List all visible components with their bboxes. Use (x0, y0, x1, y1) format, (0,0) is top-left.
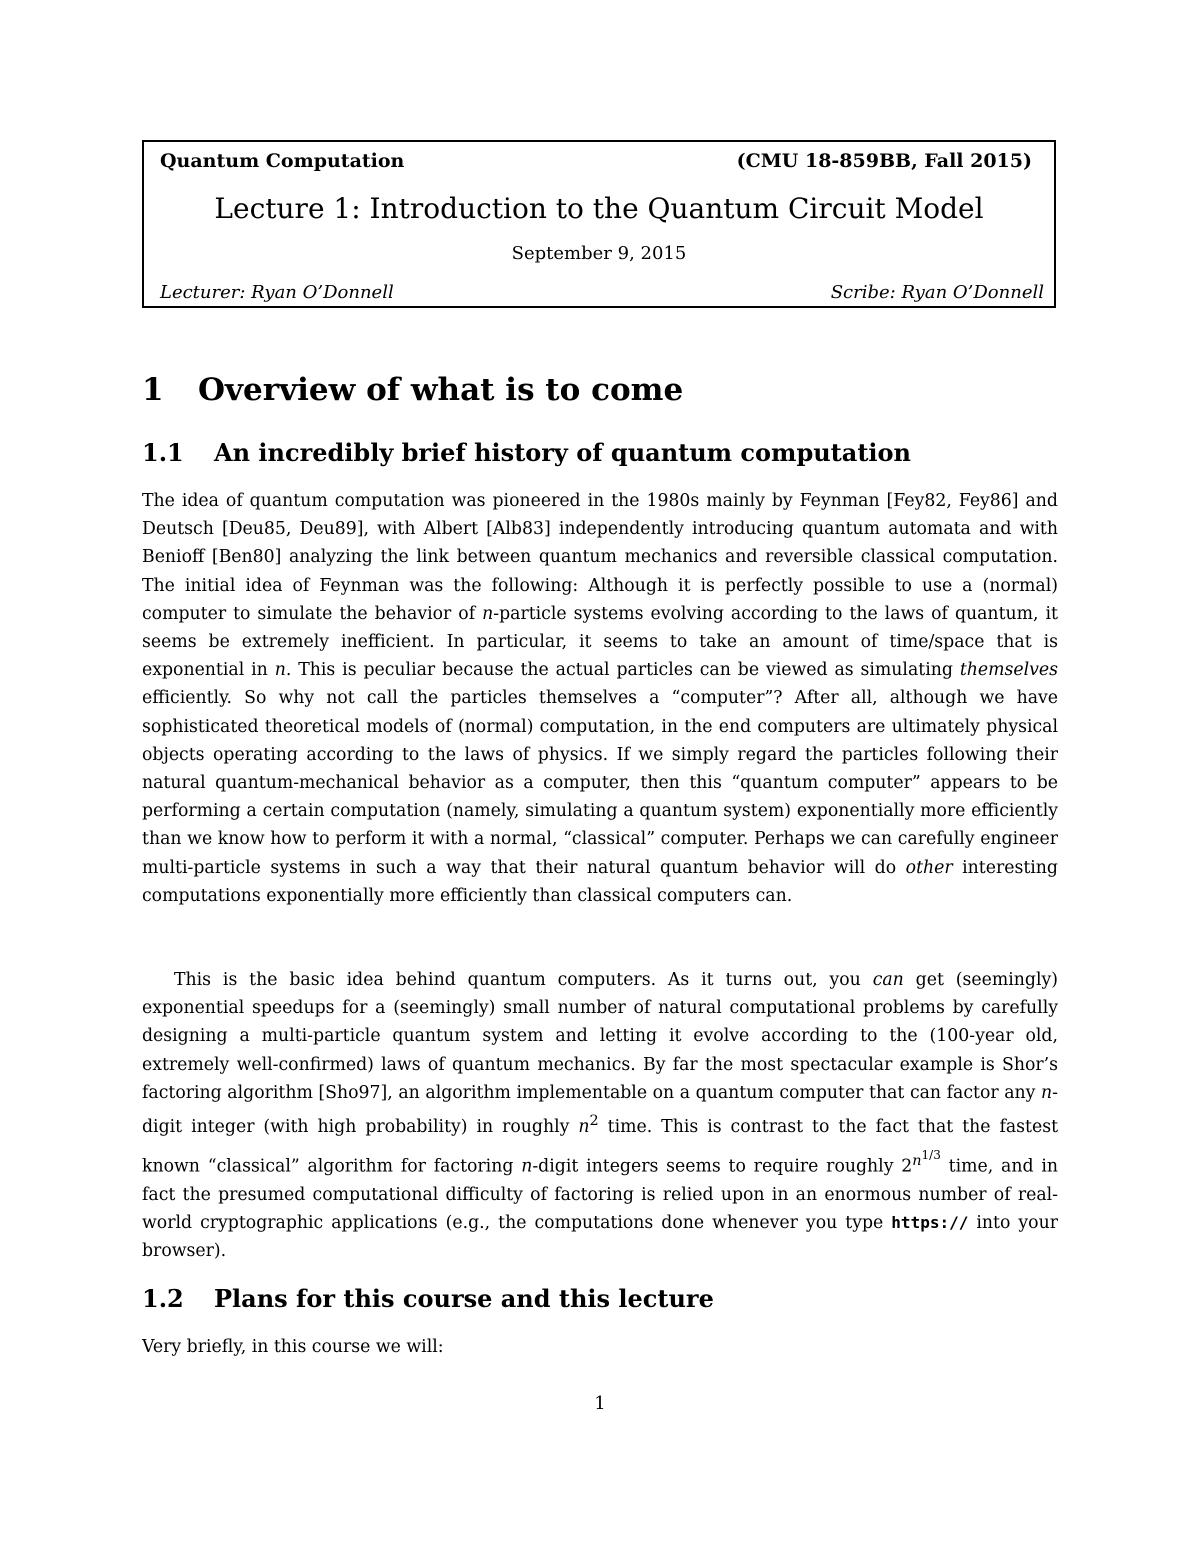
text-run: -particle systems evolving according to the laws of quantum, it seems be extremely inefficient. In particular, it seems to take an amount of time/space that is exponential in (142, 603, 1058, 681)
subsection-number: 1.1 (142, 438, 184, 467)
subsection-title: An incredibly brief history of quantum computation (214, 438, 911, 467)
text-run: get (seemingly) exponential speedups for a (seemingly) small number of natural computational problems by carefully designing a multi-particle quantum system and letting it evolve according to the (100-year old, extremely well-confirmed) laws of quantum mechanics. By far the most spectacular example is Shor’s factoring algorithm [Sho97], an algorithm implementable on a quantum computer that can factor any (142, 970, 1058, 1103)
text-run: time. This is contrast to the fact that the fastest known “classical” algorithm for factoring (142, 1116, 1059, 1177)
lecturer-line: Lecturer: Ryan O’Donnell (160, 282, 394, 303)
lecture-title: Lecture 1: Introduction to the Quantum Circuit Model (214, 192, 984, 225)
math-variable: n (578, 1116, 590, 1137)
text-run: interesting computations exponentially more efficiently than classical computers can. (142, 857, 1058, 906)
section-title: Overview of what is to come (198, 372, 684, 408)
emphasis: can (872, 970, 904, 990)
lecture-date: September 9, 2015 (511, 243, 687, 264)
math-variable: n (1041, 1082, 1053, 1103)
math-variable: n (912, 1152, 922, 1169)
text-run: efficiently. So why not call the particles themselves a “computer”? After all, although we have sophisticated theoretical models of (normal) computation, in the end computers are ultimately physical objects operating according to the laws of physics. If we simply regard the particles following their natural quantum-mechanical behavior as a computer, then this “quantum computer” appears to be performing a certain computation (namely, simulating a quantum system) exponentially more efficiently than we know how to perform it with a normal, “classical” computer. Perhaps we can carefully engineer multi-particle systems in such a way that their natural quantum behavior will do (142, 688, 1058, 878)
subsection-title: Plans for this course and this lecture (214, 1284, 714, 1313)
subsection-number: 1.2 (142, 1284, 184, 1313)
text-run: -digit integer (with high probability) in roughly (142, 1082, 1058, 1137)
text-run: time, and in fact the presumed computational difficulty of factoring is relied upon in an enormous number of real-world cryptographic applications (e.g., the computations done whenever you type (142, 1156, 1058, 1233)
math-superscript: 1/3 (921, 1147, 941, 1162)
course-name: Quantum Computation (160, 150, 405, 172)
paragraph (142, 966, 1058, 1265)
text-run: into your browser). (142, 1212, 1058, 1262)
subsection-heading (142, 1284, 714, 1313)
math-superscript (912, 1147, 941, 1169)
course-code: (CMU 18-859BB, Fall 2015) (736, 150, 1032, 172)
section-number: 1 (142, 372, 164, 408)
emphasis: other (905, 857, 953, 878)
math-superscript: 2 (589, 1113, 599, 1130)
paragraph (142, 487, 1058, 910)
section-heading (142, 372, 683, 408)
emphasis: themselves (959, 660, 1058, 681)
math-variable: n (521, 1156, 533, 1177)
monospace-text: https:// (891, 1212, 969, 1232)
subsection-heading (142, 438, 911, 467)
paragraph: Very briefly, in this course we will: (142, 1337, 444, 1357)
math-variable: n (274, 660, 286, 681)
scribe-line: Scribe: Ryan O’Donnell (830, 282, 1044, 303)
text-run: -digit integers seems to require roughly 2 (532, 1156, 913, 1177)
text-run: This is the basic idea behind quantum computers. As it turns out, you (174, 970, 873, 990)
lecture-header-box (142, 140, 1056, 308)
text-run: The idea of quantum computation was pioneered in the 1980s mainly by Feynman [Fey82, Fey86] and Deutsch [Deu85, Deu89], with Albert [Alb83] independently introducing quantum automata and with Benioff [Ben80] analyzing the link between quantum mechanics and reversible classical computation. The initial idea of Feynman was the following: Although it is perfectly possible to use a (normal) computer to simulate the behavior of (142, 491, 1058, 624)
text-run: . This is peculiar because the actual particles can be viewed as simulating (285, 660, 960, 681)
math-variable: n (482, 603, 494, 624)
page-number: 1 (594, 1393, 606, 1414)
